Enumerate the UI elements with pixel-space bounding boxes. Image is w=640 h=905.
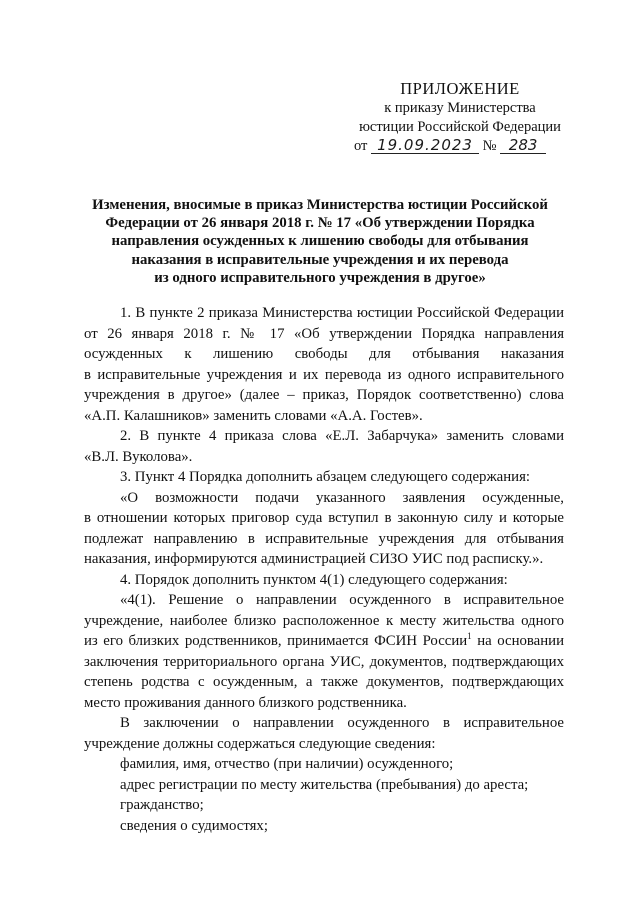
paragraph-4: 4. Порядок дополнить пунктом 4(1) следующего содержания: (120, 571, 508, 588)
heading-line: наказания в исправительные учреждения и их перевода (131, 251, 509, 268)
paragraph-1-line: от 26 января 2018 г. № 17 «Об утверждении Порядка направления (84, 325, 564, 342)
list-item: сведения о судимостях; (120, 817, 268, 834)
list-item: адрес регистрации по месту жительства (пребывания) до ареста; (120, 776, 529, 793)
heading-line: Изменения, вносимые в приказ Министерства юстиции Российской (92, 197, 548, 213)
appendix-line-2: юстиции Российской Федерации (359, 119, 561, 135)
appendix-block (340, 78, 580, 156)
paragraph-4-quote-line: «4(1). Решение о направлении осужденного в исправительное (120, 592, 564, 608)
paragraph-4-quote-line: учреждение, наиболее близко расположенное к месту жительства одного (84, 612, 564, 629)
paragraph-5-line: В заключении о направлении осужденного в исправительное (120, 715, 564, 731)
paragraph-1-line: в исправительные учреждения и их перевода из одного исправительного (84, 366, 564, 383)
paragraph-3-quote-line: наказания, информируются администрацией СИЗО УИС под расписку.». (84, 551, 544, 567)
document-heading (86, 196, 554, 287)
number-label: № (482, 138, 497, 154)
quote-text: на основании (471, 633, 564, 649)
paragraph-3: 3. Пункт 4 Порядка дополнить абзацем следующего содержания: (120, 469, 530, 485)
paragraph-3-quote-line: «О возможности подачи указанного заявления осужденные, (120, 489, 564, 506)
paragraph-1-line: 1. В пункте 2 приказа Министерства юстиции Российской Федерации (120, 305, 564, 321)
document-body (84, 303, 564, 836)
handwritten-number: 283 (500, 137, 546, 154)
order-date-number (340, 137, 580, 156)
heading-line: направления осужденных к лишению свободы для отбывания (111, 233, 529, 250)
paragraph-1-line: «А.П. Калашников» заменить словами «А.А. Гостев». (84, 407, 423, 424)
paragraph-5-line: учреждение должны содержаться следующие сведения: (84, 735, 436, 752)
list-item: гражданство; (120, 797, 204, 813)
list-item: фамилия, имя, отчество (при наличии) осужденного; (120, 756, 454, 772)
heading-line: из одного исправительного учреждения в другое» (154, 269, 486, 286)
paragraph-2-line: 2. В пункте 4 приказа слова «Е.Л. Забарчука» заменить словами (120, 428, 564, 444)
paragraph-1-line: осужденных к лишению свободы для отбывания наказания (84, 346, 564, 362)
quote-text: из его близких родственников, принимается ФСИН России (84, 633, 468, 649)
paragraph-4-quote-line-with-footnote (84, 631, 564, 652)
paragraph-4-quote-line: степень родства с осужденным, а также документов, подтверждающих (84, 674, 564, 690)
paragraph-1-line: учреждения в другое» (далее – приказ, Порядок соответственно) слова (84, 387, 564, 403)
paragraph-4-quote-line: заключения территориального органа УИС, документов, подтверждающих (84, 653, 564, 670)
heading-line: Федерации от 26 января 2018 г. № 17 «Об утверждении Порядка (105, 215, 535, 232)
footnote-marker: 1 (467, 631, 472, 641)
appendix-line-1: к приказу Министерства (384, 100, 536, 116)
paragraph-3-quote-line: в отношении которых приговор суда вступил в законную силу и которые (84, 510, 564, 526)
handwritten-date: 19.09.2023 (371, 137, 479, 154)
from-label: от (354, 138, 368, 154)
paragraph-2-line: «В.Л. Вуколова». (84, 448, 193, 465)
paragraph-3-quote-line: подлежат направлению в исправительные учреждения для отбывания (84, 530, 564, 547)
appendix-title: ПРИЛОЖЕНИЕ (400, 79, 520, 98)
paragraph-4-quote-line: место проживания данного близкого родственника. (84, 694, 407, 711)
